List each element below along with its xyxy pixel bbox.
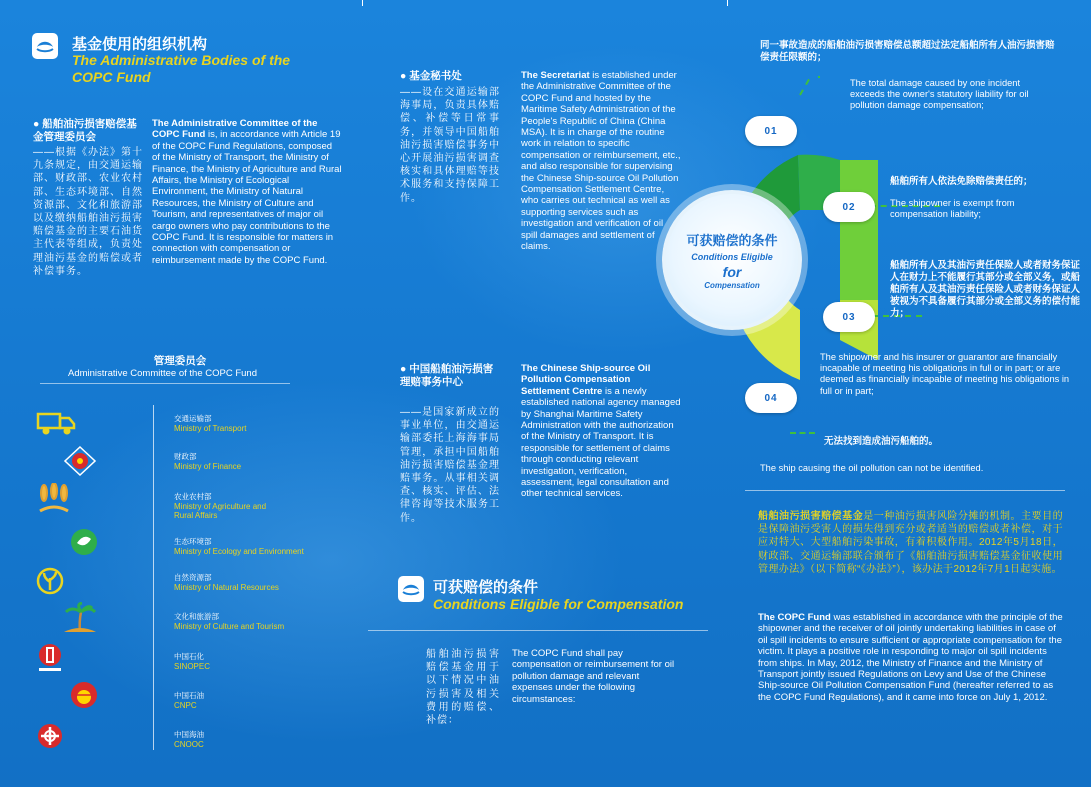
member-name-cn: 中国石油 [174,691,204,700]
committee-divider [40,383,290,384]
member-label [174,730,204,749]
member-name-cn: 文化和旅游部 [174,612,219,621]
member-name-cn: 自然资源部 [174,573,212,582]
center-title-en-2: for [722,264,742,280]
bodies-title-en-2: COPC Fund [72,69,151,85]
condition-02-en: The shipowner is exempt from compensation liability; [890,198,1015,220]
fund-logo-icon [398,576,424,602]
member-label [174,492,284,521]
member-name-en: Ministry of Ecology and Environment [174,546,304,556]
admin-committee-en-lead: The Administrative Committee of the COPC Fund [152,118,318,141]
committee-title-cn: 管理委员会 [153,355,207,367]
connector-line [799,79,810,96]
member-name-en: CNOOC [174,739,204,749]
fund-intro-cn [758,510,1063,576]
member-label [174,573,279,592]
condition-number-03: 03 [823,302,875,332]
center-title-en-3: Compensation [704,281,760,290]
condition-01-en: The total damage caused by one incident exceeds the owner's statutory liability for oil pollution damage compensation; [850,78,1029,111]
connector-line [818,76,820,78]
centre-en-lead: The Chinese Ship-source Oil Pollution Compensation Settlement Centre [521,363,651,397]
member-row [36,406,76,438]
ring-segment-02 [840,160,878,300]
fund-intro-cn-lead: 船舶油污损害赔偿基金 [758,511,864,522]
condition-02-cn: 船舶所有人依法免除赔偿责任的； [890,176,1033,187]
condition-01-cn: 同一事故造成的船舶油污损害赔偿总额超过法定船舶所有人油污损害赔偿责任限额的； [760,40,1055,63]
truck-icon [36,406,76,438]
condition-number-02: 02 [823,192,875,222]
member-name-en: Ministry of Finance [174,461,242,471]
admin-committee-en-rest: is, in accordance with Article 19 of the COPC Fund Regulations, composed of the Ministry of Transport, the Ministry of Finance, the Ministry of Agriculture and Rural Affairs, the Ministry of Ecological Environment, the Ministry of Natural Resources, the Ministry of Culture and Tourism, and representatives of major oil cargo owners who pay contributions to the COPC Fund. It is responsible for matters in connection with compensation or reimbursement made by the COPC Fund. [152,129,342,266]
center-title-en-1: Conditions Eligible [691,252,773,262]
member-label [174,452,241,471]
member-name-en: Ministry of Agriculture and Rural Affairs [174,501,267,520]
conditions-divider [368,630,708,631]
member-row [64,679,104,711]
conditions-center-circle [662,190,802,330]
secretariat-body-cn: ——设在交通运输部海事局，负责具体赔偿、补偿等日常事务，并领导中国船舶油污损害赔偿事务中心开展油污损害调查核实和具体理赔等技术服务和支持保障工作。 [400,87,500,204]
connector-line [790,432,815,434]
member-label [174,537,304,556]
member-name-en: SINOPEC [174,661,211,671]
sprout-icon [30,565,70,597]
conditions-title-cn: 可获赔偿的条件 [433,579,539,596]
admin-committee-bullet: ● 船舶油污损害赔偿基金管理委员会 [33,118,137,143]
committee-title-en: Administrative Committee of the COPC Fund [67,368,257,379]
secretariat-body-en [521,70,681,253]
palm-tree-icon [60,602,100,634]
condition-number-01: 01 [745,116,797,146]
bodies-title-en-1: The Administrative Bodies of the [72,52,291,68]
member-label [174,612,284,631]
secretariat-en-lead: The Secretariat [521,70,590,81]
sinopec-logo-icon [30,641,70,673]
secretariat-en-rest: is established under the Administrative Committee of the COPC Fund and hosted by the Maritime Safety Administration of the People's Republic of China (China MSA). It is in charge of the routine work in relation to specific compensation or reimbursement, etc., and also responsible for supervising the Chinese Ship-source Oil Pollution Compensation Settlement Centre, who carries out technical as well as supporting services such as investigation and verification of oil spill damages and settlement of claims. [521,70,681,253]
condition-04-cn: 无法找到造成油污船舶的。 [824,436,939,447]
fold-mark [727,0,728,6]
member-row [60,445,100,477]
fund-logo-icon [32,33,58,59]
admin-committee-body-cn: ——根据《办法》第十九条规定，由交通运输部、财政部、农业农村部、生态环境部、自然资源部、文化和旅游部以及缴纳船舶油污损害赔偿基金的主要石油货主代表等组成，负责处理油污基金的赔偿或者补偿事务。 [33,147,143,277]
centre-en-rest: is a newly established national agency managed by Shanghai Maritime Safety Administration with the authorization of the Ministry of Transport. It is responsible for settlement of claims through conducting relevant investigation, verification, assessment, legal consultation and other technical services. [521,385,681,500]
member-row [34,483,74,515]
centre-body-cn: ——是国家新成立的事业单位，由交通运输部委托上海海事局管理，承担中国船舶油污损害赔偿基金理赔事务。从事相关调查、核实、评估、法律咨询等技术服务工作。 [400,407,500,524]
cnpc-logo-icon [64,679,104,711]
wheat-icon [34,483,74,515]
member-name-cn: 中国石化 [174,652,204,661]
bodies-title-cn: 基金使用的组织机构 [72,36,208,53]
intro-divider [745,490,1065,491]
condition-03-en: The shipowner and his insurer or guarantor are financially incapable of meeting his obligations in full or in part; or are deemed as financially incapable of meeting his obligations in full or in part; [820,352,1070,396]
member-row [30,641,70,673]
member-row [30,565,70,597]
condition-number-04: 04 [745,383,797,413]
fund-intro-en [758,612,1063,703]
conditions-body-cn: 船舶油污损害赔偿基金用于以下情况中油污损害及相关费用的赔偿、补偿： [426,649,500,727]
member-label [174,691,204,710]
finance-emblem-icon [60,445,100,477]
centre-bullet: ● 中国船舶油污损害理赔事务中心 [400,363,494,388]
member-name-en: Ministry of Natural Resources [174,582,279,592]
secretariat-bullet: ● 基金秘书处 [400,70,462,82]
member-name-cn: 农业农村部 [174,492,212,501]
member-row [60,602,100,634]
member-name-cn: 生态环境部 [174,537,212,546]
centre-body-en [521,363,681,500]
fund-intro-en-rest: was established in accordance with the principle of the shipowner and the receiver of oil jointly undertaking liabilities in case of oil spill incidents to ensure sufficient or appropriate compensation for the victim. It plays a positive role in responding to major oil spill incidents from ships. In May, 2012, the Ministry of Finance and the Ministry of Transport jointly issued Regulations on Levy and Use of the Chinese Ship-source Oil Pollution Compensation Fund (hereafter referred to as the COPC Fund Regulations), and it came into force on July 1, 2012. [758,612,1063,703]
cnooc-logo-icon [30,720,70,752]
member-name-en: CNPC [174,700,197,710]
fund-intro-en-lead: The COPC Fund [758,612,831,623]
member-name-cn: 财政部 [174,452,197,461]
fund-intro-cn-rest: 是一种油污损害风险分摊的机制。主要目的是保障油污受害人的损失得到充分或者适当的赔偿或者补偿，对于应对特大、大型船舶污染事故，有着积极作用。2012年5月18日，财政部、交通运输部联合颁布了《船舶油污损害赔偿基金征收使用管理办法》（以下简称“《办法》”），该办法于2012年7月1日起实施。 [758,511,1063,575]
globe-leaf-icon [64,526,104,558]
member-row [64,526,104,558]
condition-03-cn: 船舶所有人及其油污责任保险人或者财务保证人在财力上不能履行其部分或全部义务，或船舶所有人及其油污责任保险人或者财务保证人被视为不具备履行其部分或全部义务的偿付能力； [890,260,1081,319]
center-title-cn: 可获赔偿的条件 [686,233,778,248]
member-label [174,414,246,433]
committee-line [153,405,154,750]
member-label [174,652,210,671]
member-name-en: Ministry of Transport [174,423,247,433]
member-row [30,720,70,752]
fold-mark [362,0,363,6]
admin-committee-body-en [152,118,342,266]
member-name-cn: 中国海油 [174,730,204,739]
member-name-cn: 交通运输部 [174,414,212,423]
conditions-title-en: Conditions Eligible for Compensation [433,596,684,612]
member-name-en: Ministry of Culture and Tourism [174,621,285,631]
condition-04-en: The ship causing the oil pollution can not be identified. [760,463,984,473]
conditions-body-en: The COPC Fund shall pay compensation or reimbursement for oil pollution damage and relevant expenses under the following circumstances: [512,648,675,705]
